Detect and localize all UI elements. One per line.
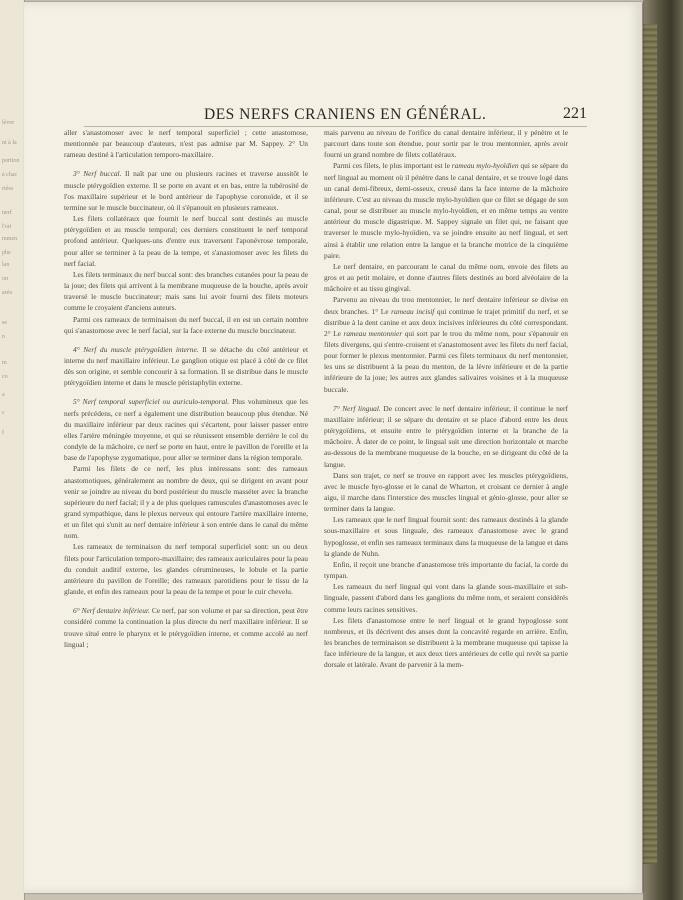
italic-term: rameau mentonnier [343,328,403,338]
running-header [84,106,587,127]
paragraph [324,403,568,470]
paragraph: Les rameaux du nerf lingual qui vont dans la glande sous-maxillaire et sub-linguale, passent d'abord dans les ganglions du même nom, et seraient considérés comme leurs racines sensitives. [324,582,568,614]
paragraph: Les filets terminaux du nerf buccal sont: des branches cutanées pour la peau de la joue; des filets qui arrivent à la membrane muqueuse de la bouche, après avoir traversé le muscle buccinateur; mais sans lui avoir fourni des filets moteurs comme le croyaient d'anciens auteurs. [64,269,308,313]
ghost-text: aréo [2,290,13,296]
section-heading: 4° Nerf du muscle ptérygoïdien interne. [73,344,199,354]
paragraph-text: Ce nerf, par son volume et par sa direction, peut être considéré comme la continuation la plus directe du nerf maxillaire inférieur. Il se trouve situé entre le pharynx et le ptérygoïdien interne, et comme accolé au nerf lingual ; [64,606,308,649]
ghost-text: se [2,320,7,326]
paragraph-text: Il se détache du côté antérieur et interne du nerf maxillaire inférieur. Le ganglion otique est placé à côté de ce filet dès son origine, et semble concourir à sa formation. Il se distribue dans le muscle ptérygoïdien interne et dans le muscle péristaphylin externe. [64,344,309,388]
page-number: 221 [563,105,587,122]
paragraph-text: Parmi ces filets, le plus important est le [333,161,452,171]
paragraph: Parmi les filets de ce nerf, les plus intéressans sont: des rameaux anastomotiques, généralement au nombre de deux, qui se dirigent en avant pour venir se joindre au niveau du bord postérieur du muscle masséter avec la branche supérieure du nerf facial; il y a de plus quelques ramuscules d'anastomoses avec le grand sympathique, dans le plexus nerveux qui entoure l'artère maxillaire interne, et un filet qui s'unit au nerf dentaire inférieur à son entrée dans le canal du même nom. [64,464,308,541]
ghost-text: nt à la [2,140,17,146]
ghost-text: à chac [2,172,18,178]
paragraph: Les filets d'anastomose entre le nerf lingual et le grand hypoglosse sont nombreux, et ils décrivent des anses dont la concavité regarde en arrière. Enfin, les branches de terminaison se distribuent à la membrane muqueuse qui tapisse la face inférieure de la langue, et aux deux tiers antérieurs de celle qui revêt sa partie dorsale et latérale. Avant de parvenir à la mem- [324,615,568,670]
ghost-text: rtées [2,186,14,192]
ghost-text: portion [2,158,20,164]
ghost-text: a [2,392,5,398]
previous-page-edge [0,0,25,900]
ghost-text: lèvre [2,120,14,126]
paragraph: Parmi ces rameaux de terminaison du nerf buccal, il en est un certain nombre qui s'anastomose avec le nerf facial, sur la face externe du muscle buccinateur. [64,314,308,335]
section-heading: 6° Nerf dentaire inférieur. [73,606,150,616]
right-text-column [324,127,568,671]
ghost-text: c [2,410,5,416]
italic-term: rameau incisif [391,306,435,316]
section-heading: 7° Nerf lingual. [333,403,381,413]
paragraph-text: De concert avec le nerf dentaire inférieur, il continue le nerf maxillaire inférieur; il se sépare du dentaire et se place d'abord entre les deux ptérygoïdiens, et ensuite entre le ptérygoïdien interne et la branche de la mâchoire. À dater de ce point, le lingual suit une direction horizontale et marche au-dessous de la membrane muqueuse de la bouche, en se dirigeant du côté de la langue. [324,403,568,469]
paragraph [64,605,308,650]
paragraph-text: qui continue le trajet primitif du nerf, et se distribue à la dent canine et aux deux incisives inférieures du côté correspondant. 2° Le [324,306,568,338]
ghost-text: lan [2,262,10,268]
ghost-text: l'ori [2,224,12,230]
paragraph [64,396,308,463]
paragraph: Enfin, il reçoit une branche d'anastomose très importante du facial, la corde du tympan. [324,559,568,581]
paragraph-text: qui sort par le trou du même nom, pour s'épanouir en filets divergens, qui s'entre-croisent et s'anastomosent avec les filets du nerf facial, pour former le plexus mentonnier. Parmi ces filets terminaux du nerf mentonnier, les uns se distribuent à la peau du menton, de la lèvre inférieure et de la partie inférieure de la joue; les autres aux glandes salivaires voisines et à la muqueuse buccale. [324,328,568,394]
italic-term: rameau mylo-hyoïdien [451,161,519,171]
paragraph: Les rameaux que le nerf lingual fournit sont: des rameaux destinés à la glande sous-maxillaire et sous linguale, des rameaux d'anastomose avec le grand hypoglosse, et enfin ses rameaux terminaux dans la muqueuse de la langue et dans la glande de Nuhn. [324,515,568,558]
paragraph [64,168,308,213]
ghost-text: nerf [2,210,12,216]
paragraph-text: Il naît par une ou plusieurs racines et traverse aussitôt le muscle ptérygoïdien externe. Il se porte en avant et en bas, entre la tubérosité de l'os maxillaire supérieur et le bord antérieur de l'apophyse coronoïde, et il se termine sur le muscle buccinateur, où il s'épanouit en plusieurs rameaux. [64,169,308,212]
page-title: DES NERFS CRANIENS EN GÉNÉRAL. [204,106,487,123]
ghost-text: phe [2,250,11,256]
left-text-column [64,127,308,650]
book-spine [643,24,657,864]
paragraph: mais parvenu au niveau de l'orifice du canal dentaire inférieur, il y pénètre et le parcourt dans toute son étendue, pour sortir par le trou mentonnier, après avoir fourni un grand nombre de filets collatéraux. [324,128,568,160]
section-heading: 3° Nerf buccal. [73,169,122,179]
paragraph [324,294,568,394]
paragraph: Dans son trajet, ce nerf se trouve en rapport avec les muscles ptérygoïdiens, avec le muscle hyo-glosse et le canal de Wharton, et croisant ce dernier à angle aigu, il marche dans l'interstice des muscles lingual et génio-glosse, pour aller se terminer dans la langue. [324,470,568,514]
paragraph-text: qui se sépare du nerf lingual au moment où il pénètre dans le canal dentaire, et se trouve logé dans un canal demi-fibreux, demi-osseux, creusé dans la face interne de la mâchoire inférieure. C'est au niveau du muscle mylo-hyoïdien que ce filet se dégage de son canal, pour se distribuer au muscle mylo-hyoïdien, et en même temps au ventre antérieur du muscle digastrique. M. Sappey signale un filet qui, ne faisant que traverser le muscle mylo-hyoïdien, va se joindre ensuite au nerf lingual, et sert ainsi à établir une relation entre la langue et la branche motrice de la cinquième paire. [324,161,568,260]
ghost-text: on [2,276,8,282]
section-heading: 5° Nerf temporal superficiel ou auriculo-temporal. [73,397,230,407]
paragraph: aller s'anastomoser avec le nerf temporal superficiel ; cette anastomose, mentionnée par beaucoup d'auteurs, n'est pas admise par M. Sappey. 2° Un rameau destiné à l'articulation temporo-maxillaire. [64,128,308,160]
paragraph: Les rameaux de terminaison du nerf temporal superficiel sont: un ou deux filets pour l'articulation temporo-maxillaire; des rameaux auriculaires pour la peau du conduit auditif externe, les glandes cérumineuses, le lobule et la partie antérieure du pavillon de l'oreille; des rameaux parotidiens pour le tissu de la glande, et enfin des rameaux pour la peau de la tempe et pour le cuir chevelu. [64,542,308,597]
paragraph: Les filets collatéraux que fournit le nerf buccal sont destinés au muscle ptérygoïdien et au muscle temporal; ces derniers constituent le nerf temporal profond antérieur. Quelques-uns d'entre eux traversent l'aponévrose temporale, pour aller se terminer à la peau de la tempe, et s'anastomoser avec les filets du nerf facial. [64,214,308,268]
ghost-text: n [2,334,5,340]
paragraph-text: Plus volumineux que les nerfs précédens, ce nerf a également une distribution beaucoup plus étendue. Né du maxillaire inférieur par deux racines qui s'écartent, pour laisser passer entre elles l'artère méningée moyenne, et qui se réunissent ensemble derrière le col du condyle de la mâchoire, ce nerf se porte en haut, entre le pavillon de l'oreille et la base de l'apophyse zygomatique, pour aller se terminer dans la région temporale. [64,397,308,463]
paragraph [64,344,308,389]
ghost-text: m [2,360,7,366]
paragraph: Le nerf dentaire, en parcourant le canal du même nom, envoie des filets au gros et au petit molaire, et donne d'autres filets destinés au bord alvéolaire de la mâchoire et au tissu gingival. [324,261,568,294]
ghost-text: f [2,430,4,436]
paragraph [324,160,568,260]
paragraph-text: Parvenu au niveau du trou mentonnier, le nerf dentaire inférieur se divise en deux branches. 1° Le [324,295,568,316]
ghost-text: co [2,374,8,380]
ghost-text: mmen [2,236,17,242]
